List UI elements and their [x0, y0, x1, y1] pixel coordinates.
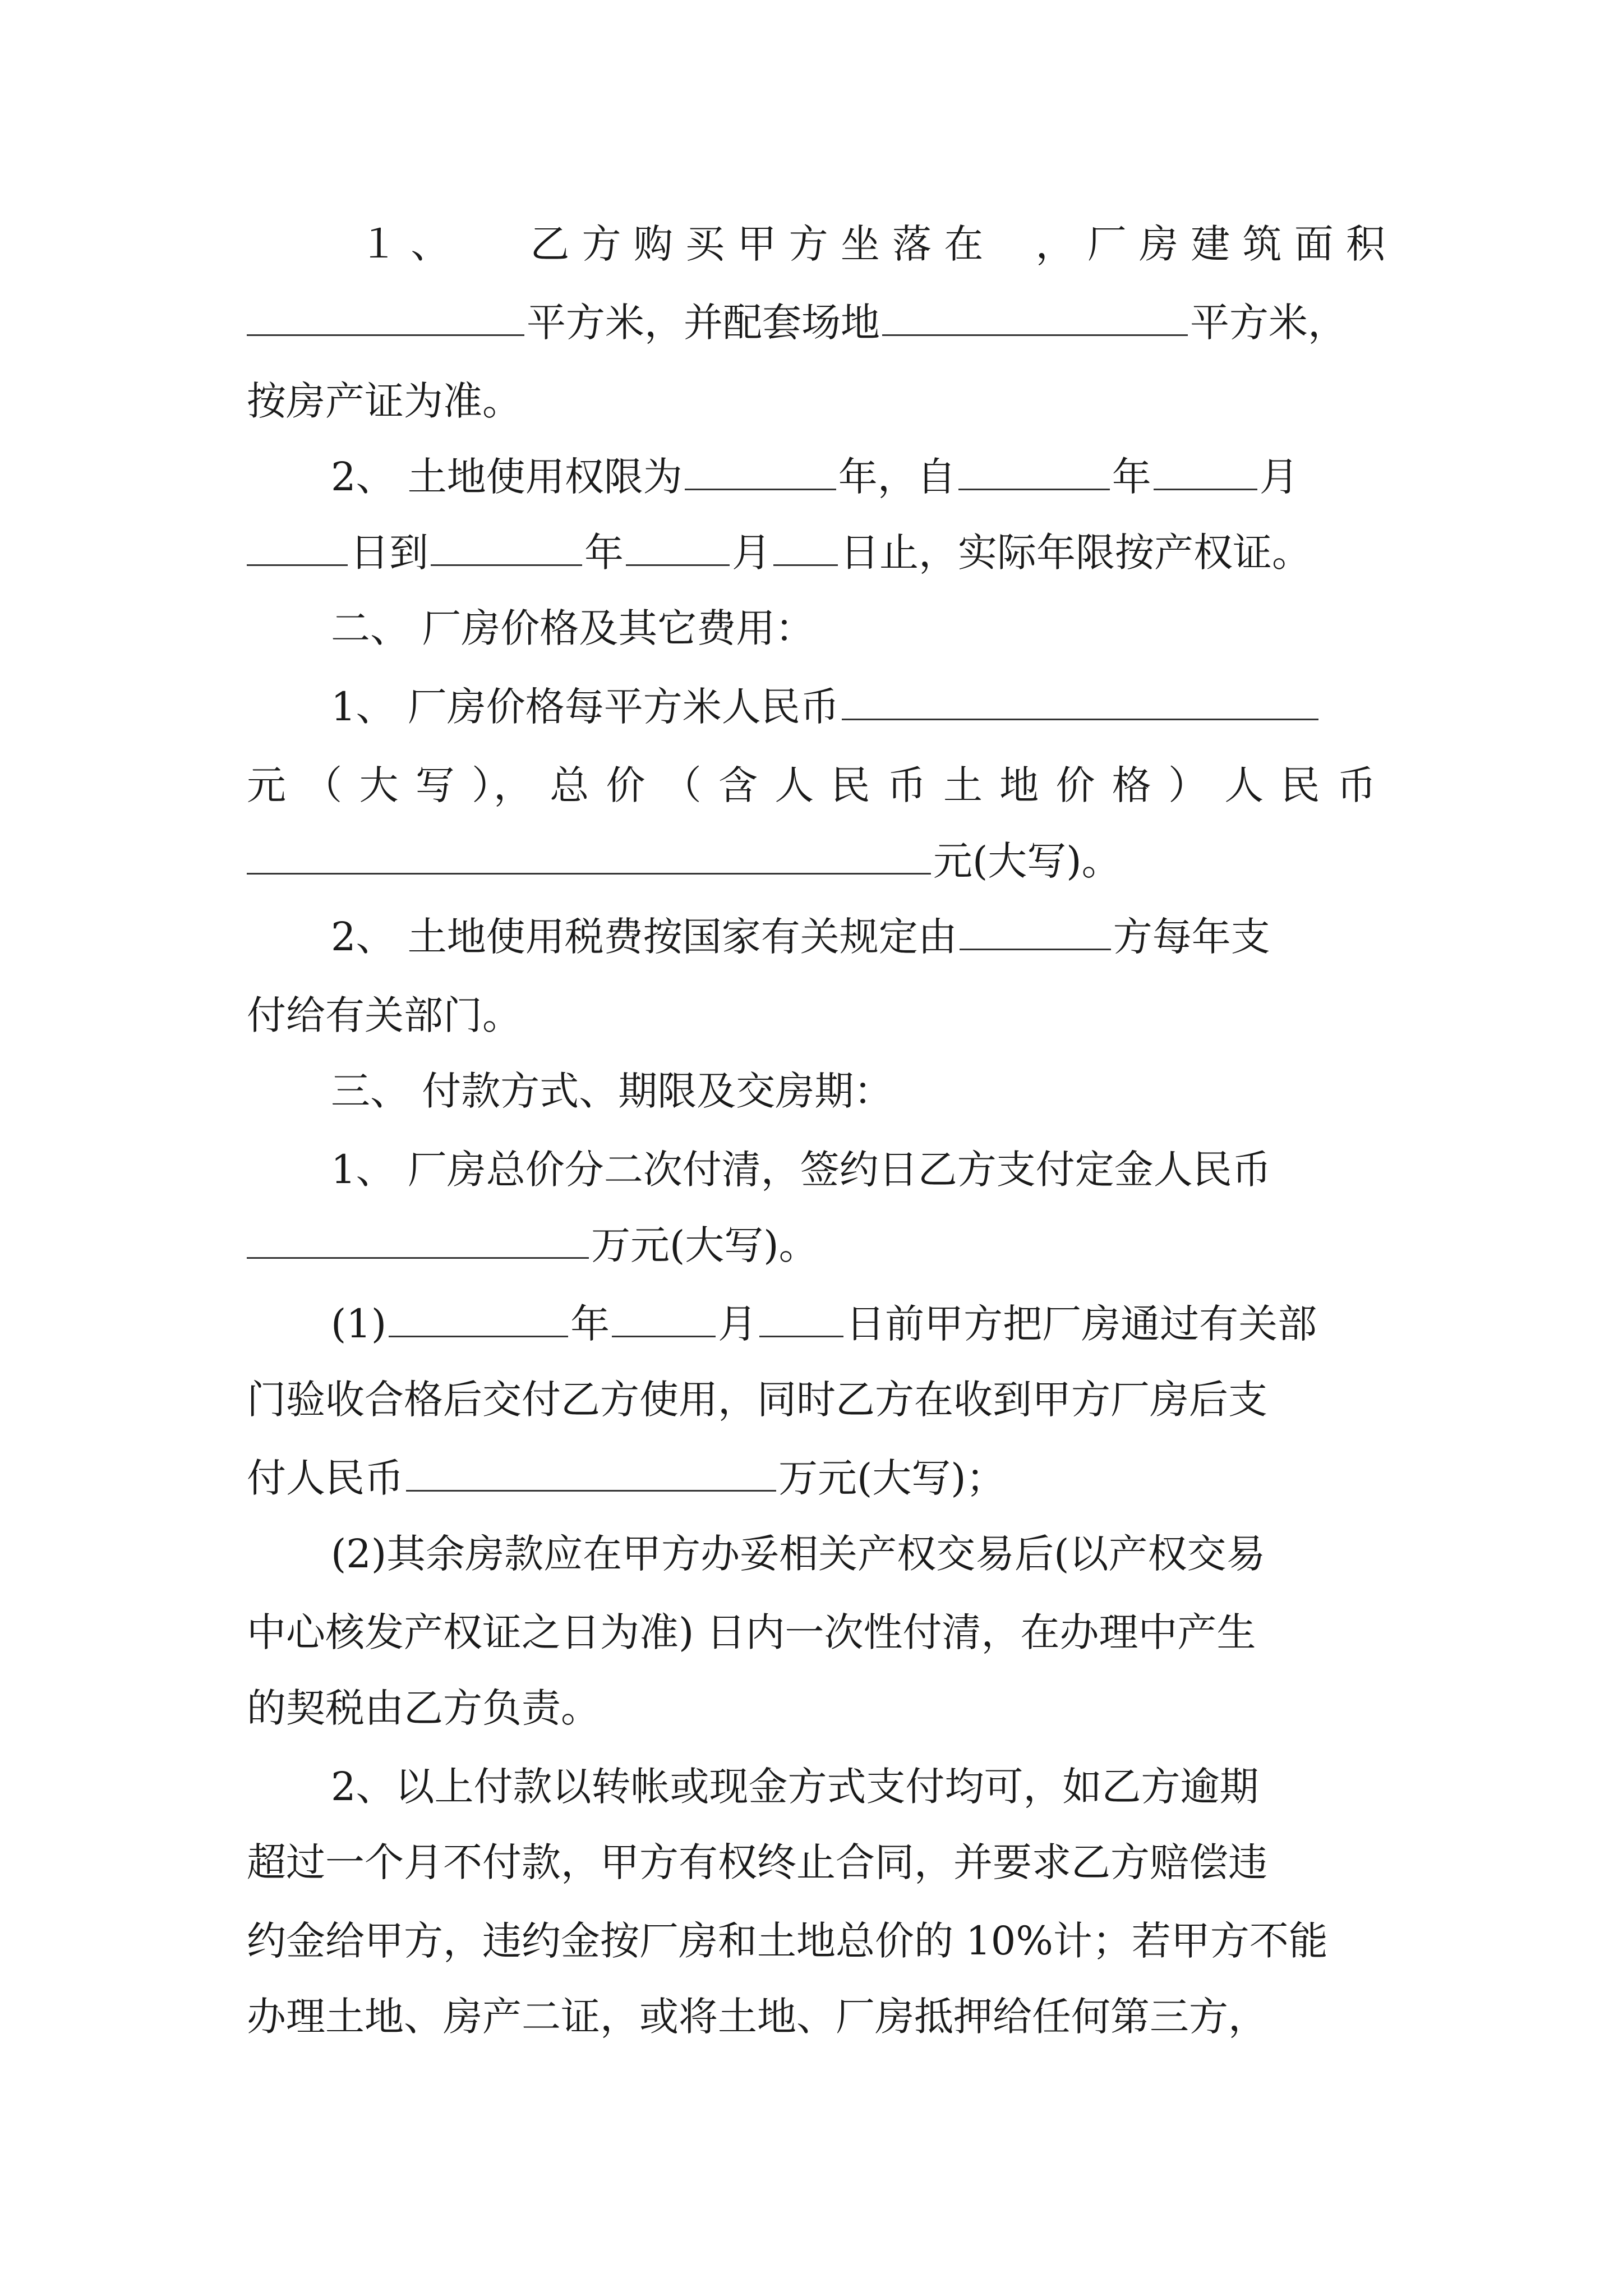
paragraph-line [247, 283, 1385, 362]
text-segment: 日到 [350, 530, 428, 576]
fill-blank[interactable] [773, 525, 838, 566]
text-segment: 月 [732, 530, 771, 576]
fill-blank[interactable] [626, 525, 730, 566]
text-segment: 乙 方 购 买 甲 方 坐 落 在 [530, 221, 984, 267]
fill-blank[interactable] [1154, 449, 1257, 490]
text-segment: 月 [718, 1301, 758, 1347]
text-segment: 日前甲方把厂房通过有关部 [846, 1301, 1317, 1347]
fill-blank[interactable] [431, 525, 582, 566]
text-segment: 月 [1259, 454, 1299, 500]
text-segment: 元 （ 大 写 ）， 总 价 （ 含 人 民 币 土 地 价 格 ） 人 民 币 [247, 762, 1378, 808]
text-segment: 元(大写)。 [933, 838, 1121, 884]
paragraph-line [247, 1977, 1385, 2056]
clause-number: １ 、 [359, 221, 450, 267]
text-segment: 2、 土地使用税费按国家有关规定由 [331, 914, 957, 960]
fill-blank[interactable] [882, 295, 1188, 336]
text-segment: 日止，实际年限按产权证。 [840, 530, 1311, 576]
text-segment: 2、以上付款以转帐或现金方式支付均可，如乙方逾期 [331, 1764, 1259, 1810]
text-segment: (1) [331, 1301, 387, 1347]
text-segment: 付人民币 [247, 1455, 404, 1501]
fill-blank[interactable] [612, 1296, 716, 1337]
paragraph-line [247, 1902, 1385, 1980]
text-segment: 二、 厂房价格及其它费用： [331, 605, 815, 651]
text-segment: 付给有关部门。 [247, 992, 522, 1038]
section-heading [331, 589, 1385, 668]
fill-blank[interactable] [842, 679, 1318, 720]
paragraph-line [247, 746, 1385, 825]
text-segment: 约金给甲方，违约金按厂房和土地总价的 10%计；若甲方不能 [247, 1918, 1328, 1964]
section-heading [331, 1052, 1385, 1130]
fill-blank[interactable] [406, 1451, 776, 1492]
paragraph-line [331, 1515, 1385, 1593]
paragraph-line [247, 1206, 1385, 1285]
fill-blank[interactable] [759, 1296, 843, 1337]
paragraph-line [331, 1747, 1385, 1826]
paragraph-line [247, 976, 1385, 1055]
paragraph-line [247, 513, 1385, 592]
text-segment: 方每年支 [1113, 914, 1270, 960]
paragraph-line [247, 1823, 1385, 1902]
text-segment: 三、 付款方式、期限及交房期： [331, 1068, 893, 1114]
fill-blank[interactable] [389, 1296, 568, 1337]
paragraph-line [247, 1360, 1385, 1439]
paragraph-line [331, 1285, 1385, 1363]
text-segment: 年 [584, 530, 624, 576]
paragraph-line [331, 438, 1385, 516]
text-segment: 按房产证为准。 [247, 378, 522, 424]
text-segment: 1、 厂房总价分二次付清，签约日乙方支付定金人民币 [331, 1147, 1271, 1193]
text-segment: ， 厂 房 建 筑 面 积 [1035, 221, 1385, 267]
text-segment: 1、 厂房价格每平方米人民币 [331, 684, 840, 730]
paragraph-line [359, 205, 1385, 283]
text-segment: 年 [570, 1301, 610, 1347]
text-segment: 的契税由乙方负责。 [247, 1685, 600, 1731]
text-segment: 2、 土地使用权限为 [331, 454, 683, 500]
paragraph-line [331, 1130, 1385, 1209]
fill-blank[interactable] [960, 909, 1111, 950]
text-segment: 年 [1112, 454, 1151, 500]
text-segment: (2)其余房款应在甲方办妥相关产权交易后(以产权交易 [331, 1531, 1266, 1577]
paragraph-line [331, 898, 1385, 976]
paragraph-line [247, 822, 1385, 900]
text-segment: 平方米，并配套场地 [527, 300, 880, 346]
fill-blank[interactable] [685, 449, 836, 490]
text-segment: 超过一个月不付款，甲方有权终止合同，并要求乙方赔偿违 [247, 1839, 1267, 1885]
text-segment: 办理土地、房产二证，或将土地、厂房抵押给任何第三方， [247, 1994, 1267, 2040]
paragraph-line [247, 362, 1385, 440]
fill-blank[interactable] [958, 449, 1110, 490]
paragraph-line [247, 1593, 1385, 1672]
fill-blank[interactable] [247, 1218, 589, 1259]
paragraph-line [247, 1669, 1385, 1747]
text-segment: 平方米， [1190, 300, 1347, 346]
text-segment: 门验收合格后交付乙方使用，同时乙方在收到甲方厂房后支 [247, 1377, 1267, 1423]
paragraph-line [331, 668, 1385, 746]
text-segment: 中心核发产权证之日为准) 日内一次性付清，在办理中产生 [247, 1609, 1256, 1655]
fill-blank[interactable] [247, 525, 348, 566]
text-segment: 万元(大写)； [778, 1455, 1006, 1501]
text-segment: 万元(大写)。 [591, 1222, 818, 1268]
text-segment: 年，自 [838, 454, 956, 500]
paragraph-line [247, 1439, 1385, 1517]
fill-blank[interactable] [247, 834, 931, 875]
fill-blank[interactable] [247, 295, 524, 336]
